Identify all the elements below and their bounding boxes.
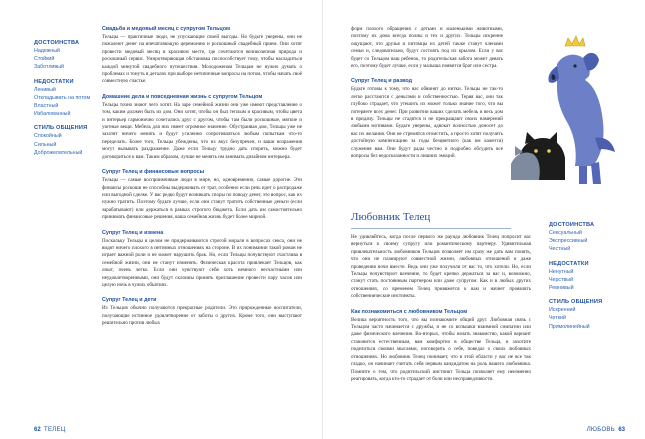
left-folio — [34, 427, 66, 433]
sidebar-item: Прямолинейный — [549, 323, 590, 330]
sidebar-item: Сильный — [34, 141, 57, 148]
section — [102, 169, 302, 221]
crown-icon — [565, 36, 585, 46]
sidebar-heading: ДОСТОИНСТВА — [34, 40, 80, 46]
chapter-title: Любовник Телец — [351, 211, 431, 223]
right-top-column — [351, 26, 503, 169]
section-text: Тельцы точно знают чего хотят. На заре семейной жизни они уже имеют представление о том, каким должен быть их дом. Они хотят, чтобы он был теплым и красивым, чтобы цвета и интерьер гармонично сочетались друг с другом, чтобы там были роскошные, мягкие и уютные вещи. Мебель для них имеет огромное значение. Обустраивая дом, Тельцы уже не захотят ничего менять и будут усиленно сопротивляться любым попыткам что-то переделать. Более того, Тельцы убеждены, что их вкус безупречен, и ваши возражения могут вызывать раздражение. Даже если Тельцу трудно дать спорить, можно будет договориться к вам. Таким образом, лучше не менять им занимать дизайном интерьера. — [102, 101, 302, 160]
section — [102, 94, 302, 161]
title-rule — [351, 228, 511, 229]
section — [351, 309, 531, 384]
left-sidebar — [34, 40, 98, 164]
left-text-column — [102, 26, 302, 336]
section-text: Тельцы — практичные люди, не упускающие своей выгоды. Но будьте уверены, они не пожалеют денег на впечатляющую церемонию и роскошный свадебный прием. Они хотят провести медовый месяц в красивом месте, где сочетаются великолепная природа и роскошный сервис. Умиротворяющая обстановка поспособствует тому, чтобы насладиться каждой минутой свадебного путешествия. Молодоженам Тельцам не нужно думать о проблемах и тонуть в деталях при выборе нетипичные вопросы на потом, чтобы начать своё совместную счастье. — [102, 34, 302, 85]
sidebar-item: Четкий — [549, 315, 566, 322]
sidebar-group-style — [549, 299, 615, 331]
page-number: 63 — [618, 427, 625, 433]
section-text: Поскольку Тельцы в целом не придерживаются строгой морали в вопросах секса, они не видят ничего плохого в интимных отношениях на стороне. В их понимании такой роман не играет важной роли и не может нарушить брак. Но, если Тельцы почувствуют счастлива в семейной жизни, они не станут изменять. Физическая красота привлекает Тельцов, как опыт, очень легко. Если они чувствуют себя хоть немного несчастными или неудовлетворенными, они будут склонны принять приглашение провести пару часов или целую ночь в чужих объятиях. — [102, 237, 302, 288]
sidebar-item: Избалованный — [34, 111, 71, 118]
sidebar-item: Властный — [34, 103, 59, 110]
sidebar-group-strengths — [34, 40, 98, 72]
section-title: Супруг Телец и финансовые вопросы — [102, 169, 205, 176]
section-title: Как познакомиться с любовником Тельцом — [351, 308, 468, 315]
section — [102, 26, 302, 86]
section-title: Супруг Телец и измена — [102, 229, 164, 236]
section-title: Супруг Телец и дети — [102, 297, 157, 304]
sidebar-heading: НЕДОСТАТКИ — [34, 78, 74, 85]
section — [351, 234, 531, 301]
sidebar-group-strengths — [549, 222, 615, 254]
sidebar-item: Честный — [549, 246, 571, 253]
sidebar-item: Искренний — [549, 307, 576, 314]
sidebar-item: Черствый — [549, 276, 574, 283]
sidebar-item: Экспрессивный — [549, 238, 588, 245]
sidebar-heading: СТИЛЬ ОБЩЕНИЯ — [34, 125, 88, 132]
sidebar-item: Спокойный — [34, 133, 62, 140]
sidebar-heading: НЕДОСТАТКИ — [549, 260, 589, 267]
sidebar-heading: СТИЛЬ ОБЩЕНИЯ — [549, 299, 603, 306]
running-head: ТЕЛЕЦ — [44, 427, 66, 433]
section — [102, 297, 302, 327]
sidebar-heading: ДОСТОИНСТВА — [549, 222, 595, 228]
sidebar-item: Сексуальный — [549, 230, 582, 236]
sidebar-group-weaknesses — [34, 79, 98, 119]
left-page — [0, 0, 322, 439]
sidebar-item: Откладывать на потом — [34, 94, 91, 101]
sidebar-group-style — [34, 125, 98, 157]
dog-and-cat-illustration — [505, 18, 625, 190]
page-number: 62 — [34, 427, 41, 433]
section-text: Из Тельцов обычно получаются прекрасные родители. Это прирожденные воспитатели, получающие истинное удовлетворение от заботы о других. Кроме того, они выступают решительно против любых — [102, 305, 302, 327]
sidebar-item: Заботливый — [34, 64, 64, 71]
section-title: Домашние дела и повседневная жизнь с супругом Тельцом — [102, 93, 263, 100]
section-text: форм плохого обращения с детьми и маленькими животными, поэтому их дома всегда полны и тех и других. Тельцы искренне ощущают, что друзья и питомцы их детей также станут членами семьи и, следовательно, будут состоять под их крылом. Если у вас будет со Тельцом ваш ребенок, то родительская забота может девать его, поэтому будет лучше, если у малыша появится брат или сестра. — [351, 26, 503, 70]
section-text: Тельцы — самые восприимчивые люди в мире, но, одновременно, самые дорогие. Эти финансы роскоши не способны выдерживать от трат, особенно если речь идет о распродаже или выгодной сделке. У вас редко будут возникать споры по поводу денег, это вопрос, как их нужно тратить. Поэтому будьте лучше, если они станут тратить собственные деньги (если зарабатывают) или держаться в рамках строгого бюджета. Если дать им самостоятельно принимать финансовые решения, ваша семейная жизнь будет более мирной. — [102, 177, 302, 221]
sidebar-item: Доброжелательный — [34, 149, 83, 156]
sidebar-item: Стойкий — [34, 56, 55, 63]
section — [351, 26, 503, 70]
section-title: Свадьба и медовый месяц с супругом Тельцом — [102, 26, 230, 32]
section-text: Будьте готовы к тому, что вас обвинят до нитки. Тельцы не так-то легко расстаются с деньгами и собственностью. Теряя вас, они так глубоко страдает, что утешить их может только знание того, что вы потеряете всех денег. При развитии ваших сделать мебель и весь дом в придачу. Тельцы не сгадятся и не прекращают своих намерений любыми мотивами. Будьте уверены, адвокат полностью доносет до вас их желания. Они не стремятся отомстить, а просто хотят получить достойную компенсацию за годы безцветного (как им кажется) служения вам. Они будут рады честно и подробно обсудить все вопросы без недосказанности и лишних эмоций. — [351, 86, 503, 160]
sidebar-item: Ленивый — [34, 86, 56, 93]
section-text: Велика вероятность того, что вы познакомите общий друг. Любовная связь с Тельцом часто начинается с дружбы, и не со вспышки взаимной симпатии или даже физического влечения. Во-вторых, чтобы начать знакомство, какой вариант становится естественным, вам комфортно в обществе Тельца, и захотите поделиться своими мыслями, поговорить о себе, поведал о своих любовных отношениях. Но любовник Телец понимает, что в этой области у вас не все так гладко, он начинает считать себя первым кандидатом на роль вашего любовника. Помните о том, что родительский инстинкт Тельца позволяет ему неизменно реагировать, когда кто-то страдает от боли или несправедливости. — [351, 316, 531, 382]
section — [351, 78, 503, 160]
sidebar-group-weaknesses — [549, 261, 615, 293]
running-head: ЛЮБОВЬ — [586, 427, 615, 433]
section-title: Супруг Телец и развод — [351, 78, 413, 85]
right-folio — [587, 427, 625, 433]
right-sidebar — [549, 222, 615, 338]
sidebar-item: Ненутный — [549, 268, 574, 275]
sidebar-item: Надежный — [34, 48, 60, 54]
right-bottom-column — [351, 234, 531, 391]
sidebar-item: Ревнивый — [549, 285, 574, 292]
section-text: Не удивляйтесь, когда после первого же раунда любовник Телец попросит вас вернуться к своему супругу или романтическому партнеру. Удивительная привлекательность любовников Тельцов позволяет им сразу же дать вам понять, что они не планируют совместной жизни, любовных отношений и даже проведения ночи вместе. Ведь они уже получили от вас то, что хотели. Но, если Тельцы почувствуют влечение, то будет крепко держаться за вас и, возможно, станут стать постоянным партнером или даже супругом. Как и в любых других отношениях, со временем Телец привяжется к вам и начнет проявлять собственнические инстинкты. — [351, 234, 531, 300]
section — [102, 230, 302, 290]
right-page — [323, 0, 645, 439]
